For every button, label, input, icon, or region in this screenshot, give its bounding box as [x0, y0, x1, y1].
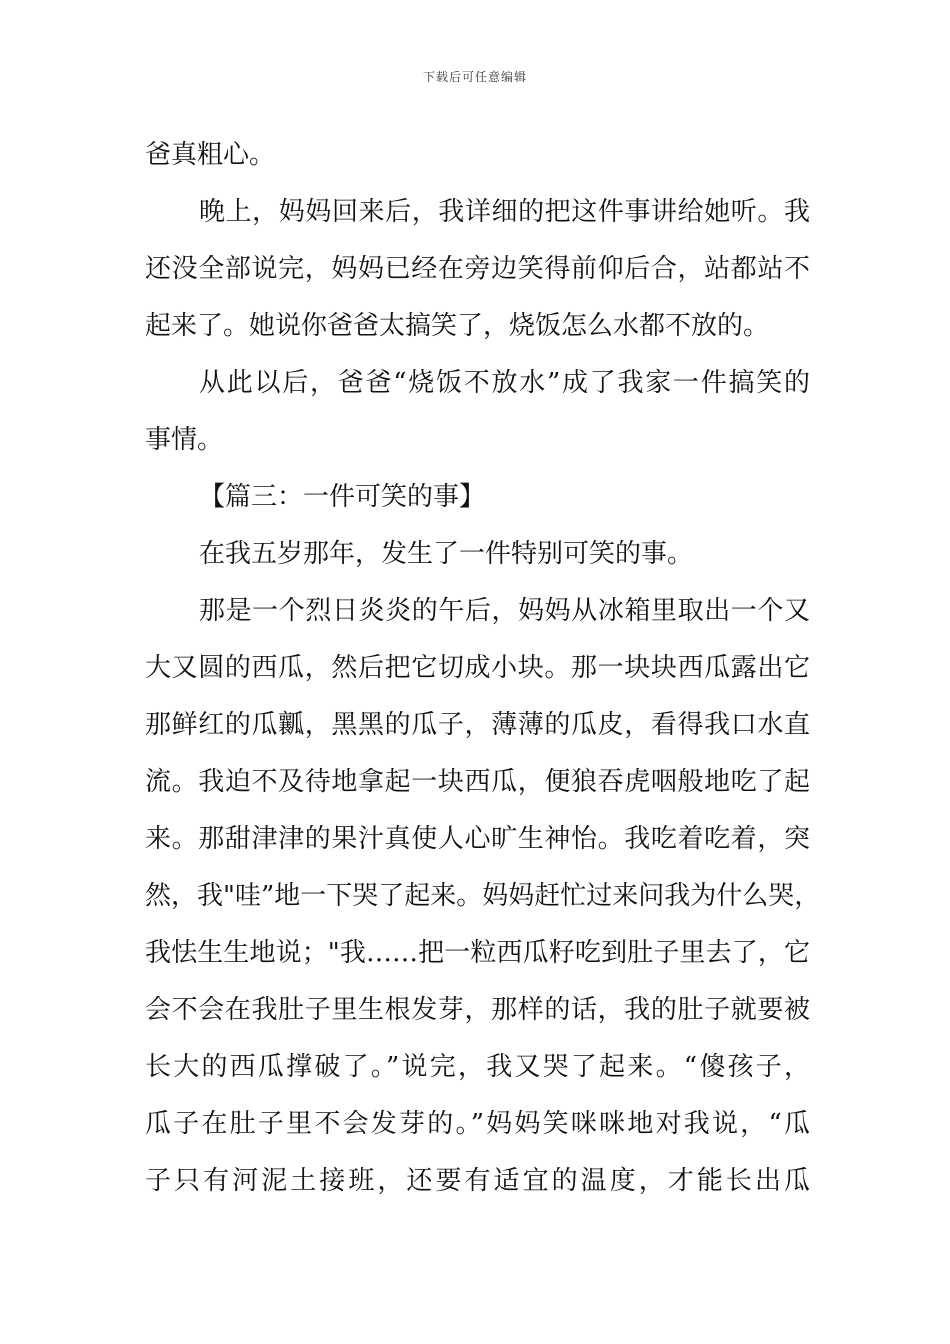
- paragraph-first-line: 晚上，妈妈回来后，我详细的把这件事讲给她听。我: [199, 197, 810, 227]
- text-line: 起来了。她说你爸爸太搞笑了，烧饭怎么水都不放的。: [145, 311, 770, 341]
- text-line: 流。我迫不及待地拿起一块西瓜，便狼吞虎咽般地吃了起: [145, 767, 810, 797]
- text-line: 爸真粗心。: [145, 140, 276, 170]
- text-line: 子只有河泥土接班，还要有适宜的温度，才能长出瓜: [145, 1166, 810, 1196]
- text-line: 长大的西瓜撑破了。”说完，我又哭了起来。“傻孩子，: [145, 1052, 810, 1082]
- text-line: 来。那甜津津的果汁真使人心旷生神怡。我吃着吃着，突: [145, 824, 810, 854]
- text-line: 事情。: [145, 425, 224, 455]
- text-line: 我怯生生地说；"我……把一粒西瓜籽吃到肚子里去了，它: [145, 938, 810, 968]
- text-line: 那鲜红的瓜瓤，黑黑的瓜子，薄薄的瓜皮，看得我口水直: [145, 710, 810, 740]
- text-line: 大又圆的西瓜，然后把它切成小块。那一块块西瓜露出它: [145, 653, 810, 683]
- paragraph-first-line: 从此以后，爸爸“烧饭不放水”成了我家一件搞笑的: [199, 368, 810, 398]
- paragraph-first-line: 在我五岁那年，发生了一件特别可笑的事。: [199, 539, 694, 569]
- page-header: 下载后可任意编辑: [422, 70, 527, 84]
- paragraph-first-line: 那是一个烈日炎炎的午后，妈妈从冰箱里取出一个又: [199, 596, 810, 626]
- text-line: 瓜子在肚子里不会发芽的。”妈妈笑咪咪地对我说，“瓜: [145, 1109, 810, 1139]
- text-line: 还没全部说完，妈妈已经在旁边笑得前仰后合，站都站不: [145, 254, 810, 284]
- section-heading: 【篇三：一件可笑的事】: [199, 482, 486, 512]
- document-body: [145, 127, 821, 1210]
- text-line: 会不会在我肚子里生根发芽，那样的话，我的肚子就要被: [145, 995, 810, 1025]
- text-line: 然，我"哇”地一下哭了起来。妈妈赶忙过来问我为什么哭，: [145, 881, 821, 911]
